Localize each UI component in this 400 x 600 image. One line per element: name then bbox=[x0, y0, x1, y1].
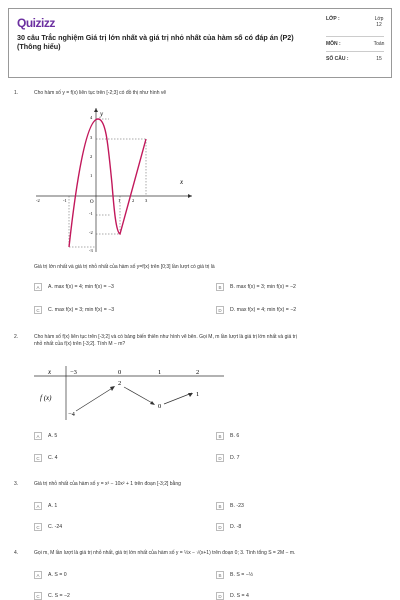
answer-option-b[interactable] bbox=[216, 283, 296, 291]
option-text: A. 1 bbox=[48, 503, 58, 509]
option-letter-box: A bbox=[34, 432, 42, 440]
trend-arrowhead bbox=[188, 393, 193, 397]
option-letter-box: D bbox=[216, 454, 224, 462]
option-text: D. -8 bbox=[230, 524, 242, 530]
option-text: C. S = −2 bbox=[48, 593, 70, 599]
option-text: D. 7 bbox=[230, 455, 240, 461]
y-tick-label: -1 bbox=[89, 211, 93, 216]
option-letter-box: B bbox=[216, 432, 224, 440]
question-number: 2. bbox=[14, 334, 19, 340]
option-text: A. S = 0 bbox=[48, 572, 67, 578]
y-tick-label: 3 bbox=[90, 135, 93, 140]
option-letter-box: D bbox=[216, 592, 224, 600]
option-letter-box: A bbox=[34, 502, 42, 510]
meta-divider bbox=[326, 51, 384, 52]
fx-row-label: f (x) bbox=[40, 394, 52, 402]
option-letter-box: B bbox=[216, 283, 224, 291]
answer-option-a[interactable] bbox=[34, 571, 67, 579]
meta-divider bbox=[326, 36, 384, 37]
answer-option-b[interactable] bbox=[216, 502, 244, 510]
y-tick-label: -2 bbox=[89, 230, 93, 235]
subject-label: MÔN : bbox=[326, 41, 341, 47]
trend-arrow bbox=[124, 387, 154, 404]
option-text: B. S = −½ bbox=[230, 572, 254, 578]
title-line-1: 30 câu Trắc nghiệm Giá trị lớn nhất và giá trị nhỏ nhất của hàm số có đáp án (P2) bbox=[17, 33, 294, 42]
option-text: B. max f(x) = 3; min f(x) = −2 bbox=[230, 284, 296, 290]
x-axis-label: x bbox=[180, 178, 184, 186]
y-tick-label: 2 bbox=[90, 154, 93, 159]
option-text: B. -23 bbox=[230, 503, 244, 509]
option-letter-box: B bbox=[216, 502, 224, 510]
x-value: 0 bbox=[118, 369, 122, 376]
trend-arrowhead bbox=[110, 386, 115, 391]
question-text: Cho hàm số y = f(x) liên tục trên [-2;3] có đồ thị như hình vẽ bbox=[34, 90, 167, 96]
title-line-2: (Thông hiểu) bbox=[17, 42, 61, 51]
question-text bbox=[34, 334, 390, 348]
class-value bbox=[368, 16, 390, 28]
x-value: −3 bbox=[70, 369, 77, 376]
answer-option-a[interactable] bbox=[34, 283, 114, 291]
function-graph bbox=[34, 104, 194, 256]
option-letter-box: D bbox=[216, 523, 224, 531]
option-letter-box: C bbox=[34, 592, 42, 600]
x-tick-label: 2 bbox=[132, 198, 135, 203]
fx-value: 2 bbox=[118, 380, 122, 387]
trend-arrowhead bbox=[150, 401, 155, 405]
option-letter-box: C bbox=[34, 454, 42, 462]
question-number: 3. bbox=[14, 481, 19, 487]
option-letter-box: C bbox=[34, 306, 42, 314]
option-text: A. max f(x) = 4; min f(x) = −3 bbox=[48, 284, 114, 290]
y-axis-label: y bbox=[100, 110, 104, 118]
question-number: 4. bbox=[14, 550, 19, 556]
x-tick-label: -1 bbox=[63, 198, 67, 203]
x-value: 1 bbox=[158, 369, 162, 376]
answer-option-d[interactable] bbox=[216, 454, 240, 462]
x-row-label: x bbox=[48, 368, 52, 376]
trend-arrow bbox=[164, 393, 192, 404]
y-tick-label: 1 bbox=[90, 173, 93, 178]
question-text-line-1: Cho hàm số f(x) liên tục trên [-3;2] và có bảng biến thiên như hình vẽ bên. Gọi M, m lần lượt là giá trị lớn nhất và giá trị bbox=[34, 334, 297, 340]
variation-table bbox=[34, 364, 224, 424]
question-text: Giá trị nhỏ nhất của hàm số y = x³ − 10x² + 1 trên đoạn [-3;2] bằng bbox=[34, 481, 181, 487]
answer-option-d[interactable] bbox=[216, 306, 296, 314]
class-meta bbox=[326, 16, 384, 28]
answer-option-c[interactable] bbox=[34, 523, 62, 531]
trend-arrow bbox=[76, 387, 114, 411]
fx-value: 0 bbox=[158, 403, 162, 410]
answer-option-d[interactable] bbox=[216, 523, 241, 531]
answer-option-b[interactable] bbox=[216, 571, 253, 579]
count-meta bbox=[326, 56, 382, 62]
origin-label: O bbox=[90, 200, 94, 205]
fx-value: −4 bbox=[68, 411, 75, 418]
question-number: 1. bbox=[14, 90, 19, 96]
subject-meta bbox=[326, 41, 385, 47]
x-axis-arrow bbox=[188, 194, 192, 198]
option-text: D. S = 4 bbox=[230, 593, 249, 599]
y-tick-label: -3 bbox=[89, 248, 93, 253]
answer-option-c[interactable] bbox=[34, 454, 58, 462]
option-text: D. max f(x) = 4; min f(x) = −2 bbox=[230, 307, 297, 313]
worksheet-title bbox=[17, 33, 327, 51]
class-value-1: Lớp bbox=[374, 16, 384, 22]
class-value-2: 12 bbox=[376, 22, 382, 28]
question-text-line-2: nhỏ nhất của f(x) trên [-3;2]. Tính M − m? bbox=[34, 341, 126, 347]
option-text: C. max f(x) = 3; min f(x) = −3 bbox=[48, 307, 115, 313]
answer-option-b[interactable] bbox=[216, 432, 239, 440]
option-text: B. 6 bbox=[230, 433, 240, 439]
answer-option-d[interactable] bbox=[216, 592, 249, 600]
function-curve bbox=[69, 119, 146, 247]
option-letter-box: A bbox=[34, 283, 42, 291]
quizizz-logo: Quizizz bbox=[17, 16, 55, 30]
option-letter-box: C bbox=[34, 523, 42, 531]
option-letter-box: B bbox=[216, 571, 224, 579]
y-tick-label: 4 bbox=[90, 115, 93, 120]
question-followup: Giá trị lớn nhất và giá trị nhỏ nhất của hàm số y=f(x) trên [0;3] lần lượt có giá trị là bbox=[34, 264, 215, 270]
option-text: A. 5 bbox=[48, 433, 58, 439]
y-axis-arrow bbox=[94, 108, 98, 112]
x-tick-label: 3 bbox=[145, 198, 148, 203]
answer-option-a[interactable] bbox=[34, 432, 57, 440]
option-letter-box: D bbox=[216, 306, 224, 314]
x-value: 2 bbox=[196, 369, 200, 376]
subject-value: Toán bbox=[373, 41, 385, 47]
fx-value: 1 bbox=[196, 391, 200, 398]
count-label: SỐ CÂU : bbox=[326, 56, 349, 62]
option-text: C. -24 bbox=[48, 524, 63, 530]
option-text: C. 4 bbox=[48, 455, 58, 461]
option-letter-box: A bbox=[34, 571, 42, 579]
answer-option-c[interactable] bbox=[34, 592, 70, 600]
x-tick-label: -2 bbox=[36, 198, 40, 203]
question-text: Gọi m, M lần lượt là giá trị nhỏ nhất, giá trị lớn nhất của hàm số y = ½x − √(x+1) trên đoạn 0; 3. Tính tổng S = 2M − m. bbox=[34, 550, 296, 556]
x-tick-label: 1 bbox=[118, 198, 121, 203]
count-value: 15 bbox=[376, 56, 382, 62]
class-label: LỚP : bbox=[326, 16, 340, 22]
answer-option-a[interactable] bbox=[34, 502, 57, 510]
answer-option-c[interactable] bbox=[34, 306, 114, 314]
